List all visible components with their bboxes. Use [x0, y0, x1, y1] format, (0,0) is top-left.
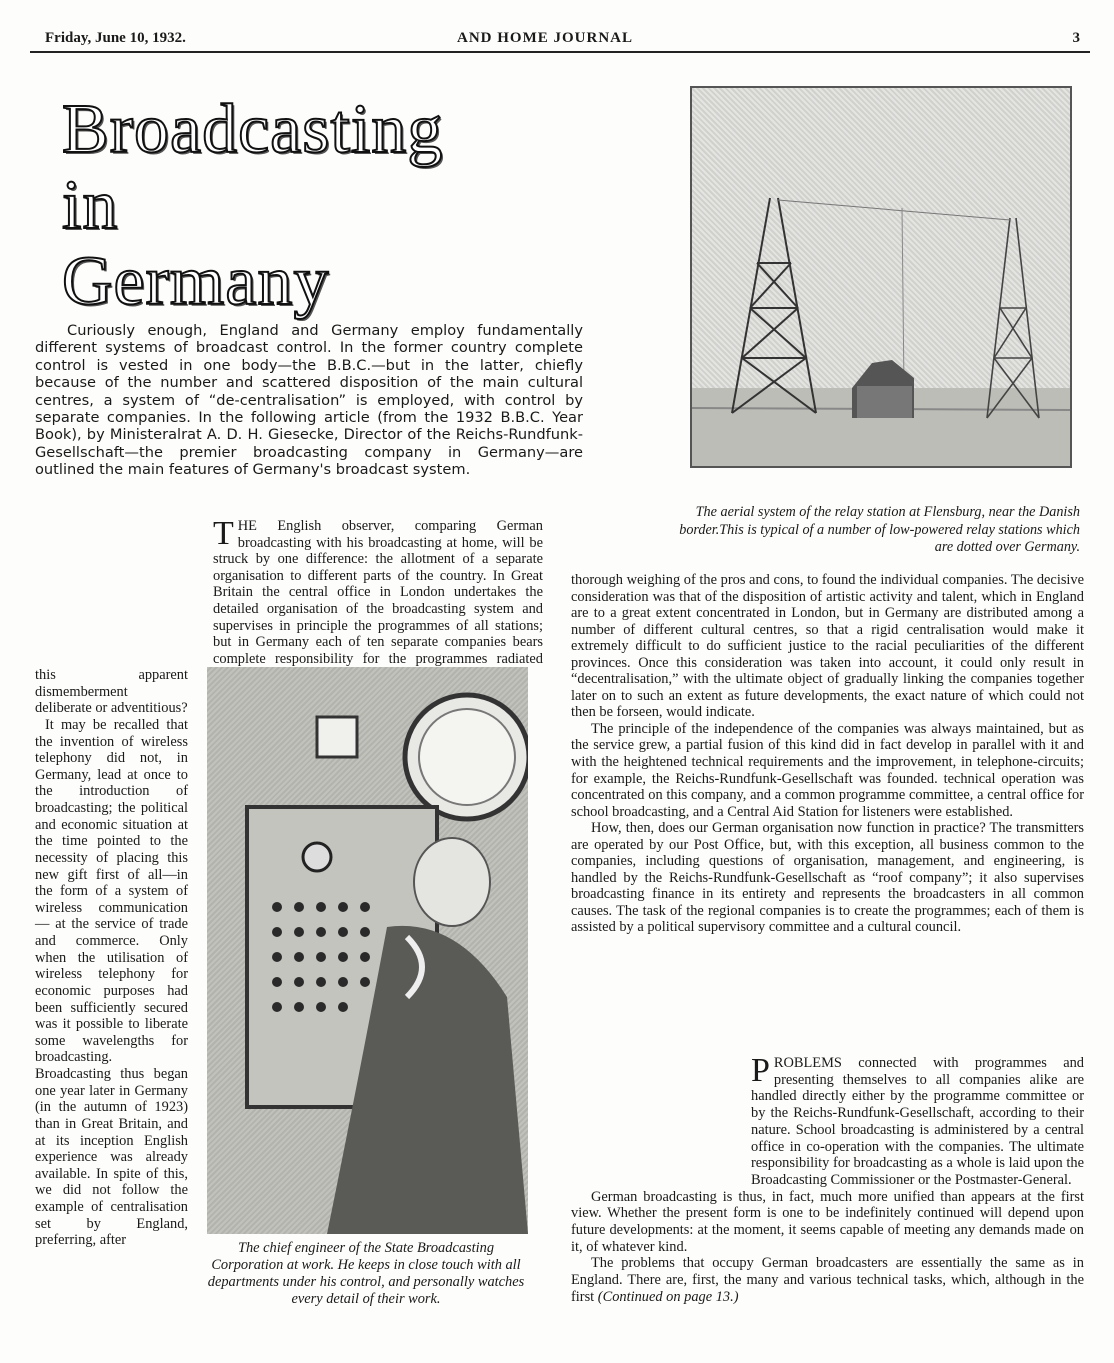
right-paragraph-4: ROBLEMS connected with programmes and presenting themselves to all companies alike are handled directly either by the programme committee or by the Reichs-Rundfunk-Gesellschaft, according to their nature. School broadcasting is administered by a central office in co-operation with the companies. The ultimate responsibility for broadcasting as a whole is laid upon the Broadcasting Commissioner or the Postmaster-General.	[751, 1055, 1084, 1188]
lead-text: HE English observer, comparing German broadcasting with his broadcasting at home, will be struck by one difference: the allotment of a separate organisation to different parts of the country. In Great Britain the central office in London undertakes the detailed organisation of the broadcasting system and supervises in principle the programmes of all stations; but in Germany each of ten separate companies bears complete responsibility for the programmes radiated	[213, 518, 543, 667]
relay-towers-illustration	[692, 88, 1070, 466]
narrow-paragraph-1: this apparent dismemberment deliberate or adventitious?	[35, 667, 188, 717]
relay-station-caption: The aerial system of the relay station at Flensburg, near the Danish border.This is typical of a number of low-powered relay stations which are dotted over Germany.	[679, 504, 1080, 556]
article-lead-paragraph	[35, 515, 543, 684]
right-paragraph-5: German broadcasting is thus, in fact, much more unified than appears at the first view. Whether the present form is one to be indefinitely continued will depend upon future developments: at the moment, it seems capable of meeting any demands made on it, of whatever kind.	[571, 1188, 1084, 1255]
issue-date: Friday, June 10, 1932.	[45, 30, 186, 46]
right-paragraph-6-text: The problems that occupy German broadcasters are essentially the same as in England. There are, first, the many and various technical tasks, which, although in the first	[571, 1255, 1084, 1305]
headline-line-1: Broadcasting	[62, 91, 444, 168]
right-paragraph-3: How, then, does our German organisation now function in practice? The transmitters are operated by our Post Office, but, with this exception, all business common to the companies, including questions of organisation, management, and engineering, is handled by the Reichs-Rundfunk-Gesellschaft as “roof company”; it also supervises broadcasting finance in its entirety and represents the broadcasters in all common causes. The task of the regional companies is to create the programmes; each of them is assisted by a political supervisory committee and a cultural council.	[571, 820, 1084, 936]
chief-engineer-caption: The chief engineer of the State Broadcasting Corporation at work. He keeps in close touch with all departments under his control, and personally watches every detail of their work.	[207, 1240, 525, 1307]
page-number: 3	[1072, 30, 1080, 46]
engineer-at-panel-illustration	[207, 667, 528, 1234]
page-header	[35, 30, 1080, 52]
relay-station-photo	[690, 86, 1072, 468]
headline-line-2: in	[62, 167, 119, 244]
drop-cap-t: T	[213, 515, 234, 552]
chief-engineer-photo	[207, 667, 528, 1234]
right-column-upper	[571, 572, 1084, 936]
right-paragraph-1: thorough weighing of the pros and cons, to found the individual companies. The decisive consideration was that of the disposition of artistic activity and talent, which in England are to a great extent concentrated in London, but in Germany are distributed among a number of different cultural centres, so that a rigid centralisation would make it extremely difficult to do sufficient justice to the racial peculiarities of the different provinces. Once this consideration was taken into account, it could only result in “decentralisation,” with the ultimate object of gradually linking the companies together later on to such an extent as future developments, the exact nature of which could not then be forseen, would indicate.	[571, 572, 1084, 721]
header-rule	[30, 51, 1090, 53]
narrow-column	[35, 667, 188, 1249]
article-headline	[62, 92, 582, 320]
narrow-paragraph-2: It may be recalled that the invention of wireless telephony did not, in Germany, lead at once to the introduction of broadcasting; the political and economic situation at the time pointed to the necessity of placing this new gift first of all—in the form of a system of wireless communication — at the service of trade and commerce. Only when the utilisation of wireless telephony for economic purposes had been sufficiently secured was it possible to liberate some wavelengths for broadcasting. Broadcasting thus began one year later in Germany (in the autumn of 1923) than in Great Britain, and at its inception English experience was already available. In spite of this, we did not follow the example of centralisation set by England, preferring, after	[35, 716, 188, 1249]
headline-line-3: Germany	[62, 243, 330, 320]
drop-cap-p: P	[751, 1052, 770, 1089]
right-paragraph-2: The principle of the independence of the companies was always maintained, but as the service grew, a partial fusion of this kind did in fact develop in parallel with it and with the heightened technical requirements and the improvement, in telephone-circuits; for example, the Reichs-Rundfunk-Gesellschaft was founded. technical operation was concentrated on this company, and a common programme committee, a central office for school broadcasting, and a Central Aid Station for listeners were established.	[571, 720, 1084, 820]
journal-title: AND HOME JOURNAL	[457, 30, 633, 46]
continued-note: (Continued on page 13.)	[597, 1288, 739, 1305]
right-column-lower	[571, 1052, 1084, 1306]
intro-paragraph: Curiously enough, England and Germany employ fundamentally different systems of broadcast control. In the former country complete control is vested in one body—the B.B.C.—but in the latter, chiefly because of the number and scattered disposition of the main cultural centres, a system of “de-centralisation” is employed, with control by separate companies. In the following article (from the 1932 B.B.C. Year Book), by Ministeralrat A. D. H. Giesecke, Director of the Reichs-Rundfunk-Gesellschaft—the premier broadcasting company in Germany—are outlined the main features of Germany's broadcast system.	[35, 322, 583, 479]
right-paragraph-6	[571, 1255, 1084, 1305]
